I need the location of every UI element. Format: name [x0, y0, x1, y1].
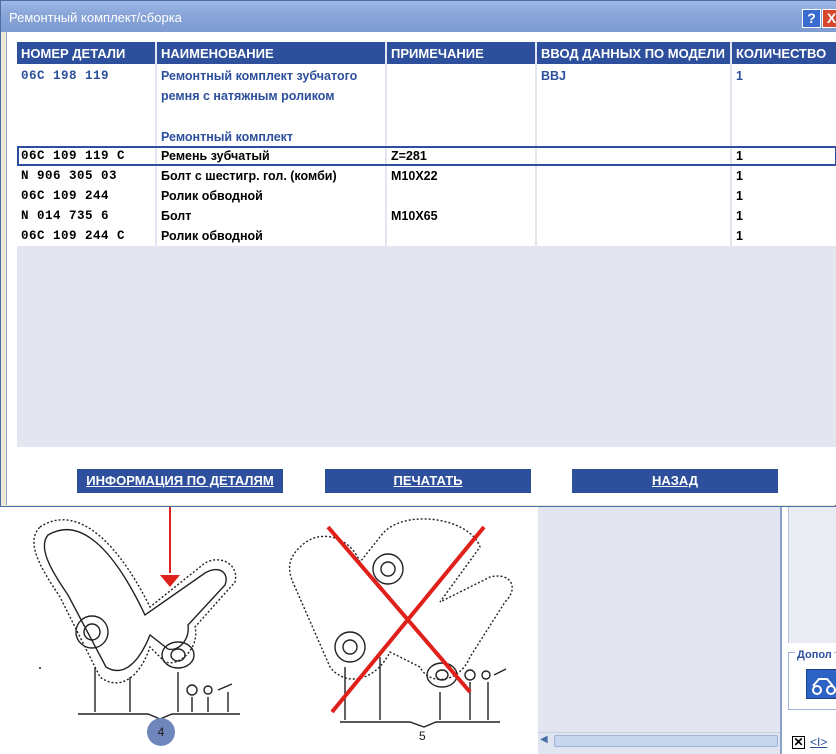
- cell-model: [537, 146, 730, 166]
- table-row[interactable]: [17, 206, 836, 226]
- background-panel: [538, 507, 780, 754]
- cell-part-number: 06C 109 119 C: [17, 146, 155, 166]
- title-bar[interactable]: [1, 1, 836, 32]
- table-row[interactable]: [17, 166, 836, 186]
- scrollbar-thumb[interactable]: [554, 735, 778, 747]
- cell-quantity: 1: [732, 226, 836, 246]
- cell-quantity: [732, 106, 836, 146]
- belt-diagram-area: [0, 507, 538, 754]
- back-button[interactable]: НАЗАД: [572, 469, 778, 493]
- cell-model: [537, 206, 730, 226]
- cell-note: [387, 186, 535, 206]
- right-belt-figure: [290, 519, 513, 727]
- table-row[interactable]: [17, 146, 836, 166]
- figure-label-5: 5: [419, 729, 426, 743]
- cell-part-number: 06C 198 119: [17, 66, 155, 106]
- cell-name: Болт с шестигр. гол. (комби): [157, 166, 385, 186]
- cell-name: Ремень зубчатый: [157, 146, 385, 166]
- section-label: Ремонтный комплект: [157, 106, 385, 146]
- cell-name: Ролик обводной: [157, 186, 385, 206]
- part-info-button[interactable]: ИНФОРМАЦИЯ ПО ДЕТАЛЯМ: [77, 469, 283, 493]
- cell-quantity: 1: [732, 186, 836, 206]
- column-header-note[interactable]: ПРИМЕЧАНИЕ: [387, 42, 535, 66]
- cell-part-number: 06C 109 244: [17, 186, 155, 206]
- cell-model: BBJ: [537, 66, 730, 106]
- cell-note: [387, 106, 535, 146]
- column-header-model-data[interactable]: ВВОД ДАННЫХ ПО МОДЕЛИ: [537, 42, 730, 66]
- cell-note: [387, 66, 535, 106]
- kit-name-line-2: ремня с натяжным роликом: [161, 89, 335, 103]
- table-row[interactable]: [17, 226, 836, 246]
- cell-part-number: [17, 106, 155, 146]
- cell-note: M10X65: [387, 206, 535, 226]
- cell-name: Болт: [157, 206, 385, 226]
- table-header-row: [17, 42, 836, 66]
- parts-table: [15, 42, 836, 246]
- cell-note: Z=281: [387, 146, 535, 166]
- cell-note: [387, 226, 535, 246]
- figure-label-4[interactable]: 4: [147, 718, 175, 746]
- kit-name-line-1: Ремонтный комплект зубчатого: [161, 69, 358, 83]
- red-cross-mark-icon: [328, 527, 484, 712]
- cell-note: M10X22: [387, 166, 535, 186]
- left-belt-figure: [34, 520, 240, 719]
- vehicle-icon[interactable]: [806, 669, 836, 699]
- red-arrow-icon: [160, 507, 180, 587]
- close-button[interactable]: X: [822, 9, 836, 28]
- help-button[interactable]: ?: [802, 9, 821, 28]
- column-header-part-number[interactable]: НОМЕР ДЕТАЛИ: [17, 42, 155, 66]
- cell-name: [157, 66, 385, 106]
- cell-model: [537, 186, 730, 206]
- cell-quantity: 1: [732, 66, 836, 106]
- table-row[interactable]: [17, 186, 836, 206]
- checkbox[interactable]: ✕: [793, 735, 804, 749]
- cell-quantity: 1: [732, 166, 836, 186]
- cell-model: [537, 226, 730, 246]
- cell-quantity: 1: [732, 146, 836, 166]
- cell-quantity: 1: [732, 206, 836, 226]
- cell-model: [537, 166, 730, 186]
- cell-name: Ролик обводной: [157, 226, 385, 246]
- side-panel-area: [788, 507, 836, 643]
- table-row-kit[interactable]: [17, 66, 836, 106]
- timing-belt-diagram: [0, 507, 538, 754]
- cell-part-number: N 014 735 6: [17, 206, 155, 226]
- scroll-left-arrow-icon[interactable]: ◀: [540, 734, 548, 745]
- dialog-content: [6, 32, 836, 505]
- print-button[interactable]: ПЕЧАТАТЬ: [325, 469, 531, 493]
- table-row-section: [17, 106, 836, 146]
- cell-model: [537, 106, 730, 146]
- parts-grid: [17, 42, 836, 447]
- cell-part-number: 06C 109 244 C: [17, 226, 155, 246]
- window-title: Ремонтный комплект/сборка: [9, 10, 182, 25]
- side-group-label: Допол: [797, 649, 832, 661]
- cell-part-number: N 906 305 03: [17, 166, 155, 186]
- column-header-quantity[interactable]: КОЛИЧЕСТВО: [732, 42, 836, 66]
- checkbox-label[interactable]: <I>: [810, 735, 828, 749]
- column-header-name[interactable]: НАИМЕНОВАНИЕ: [157, 42, 385, 66]
